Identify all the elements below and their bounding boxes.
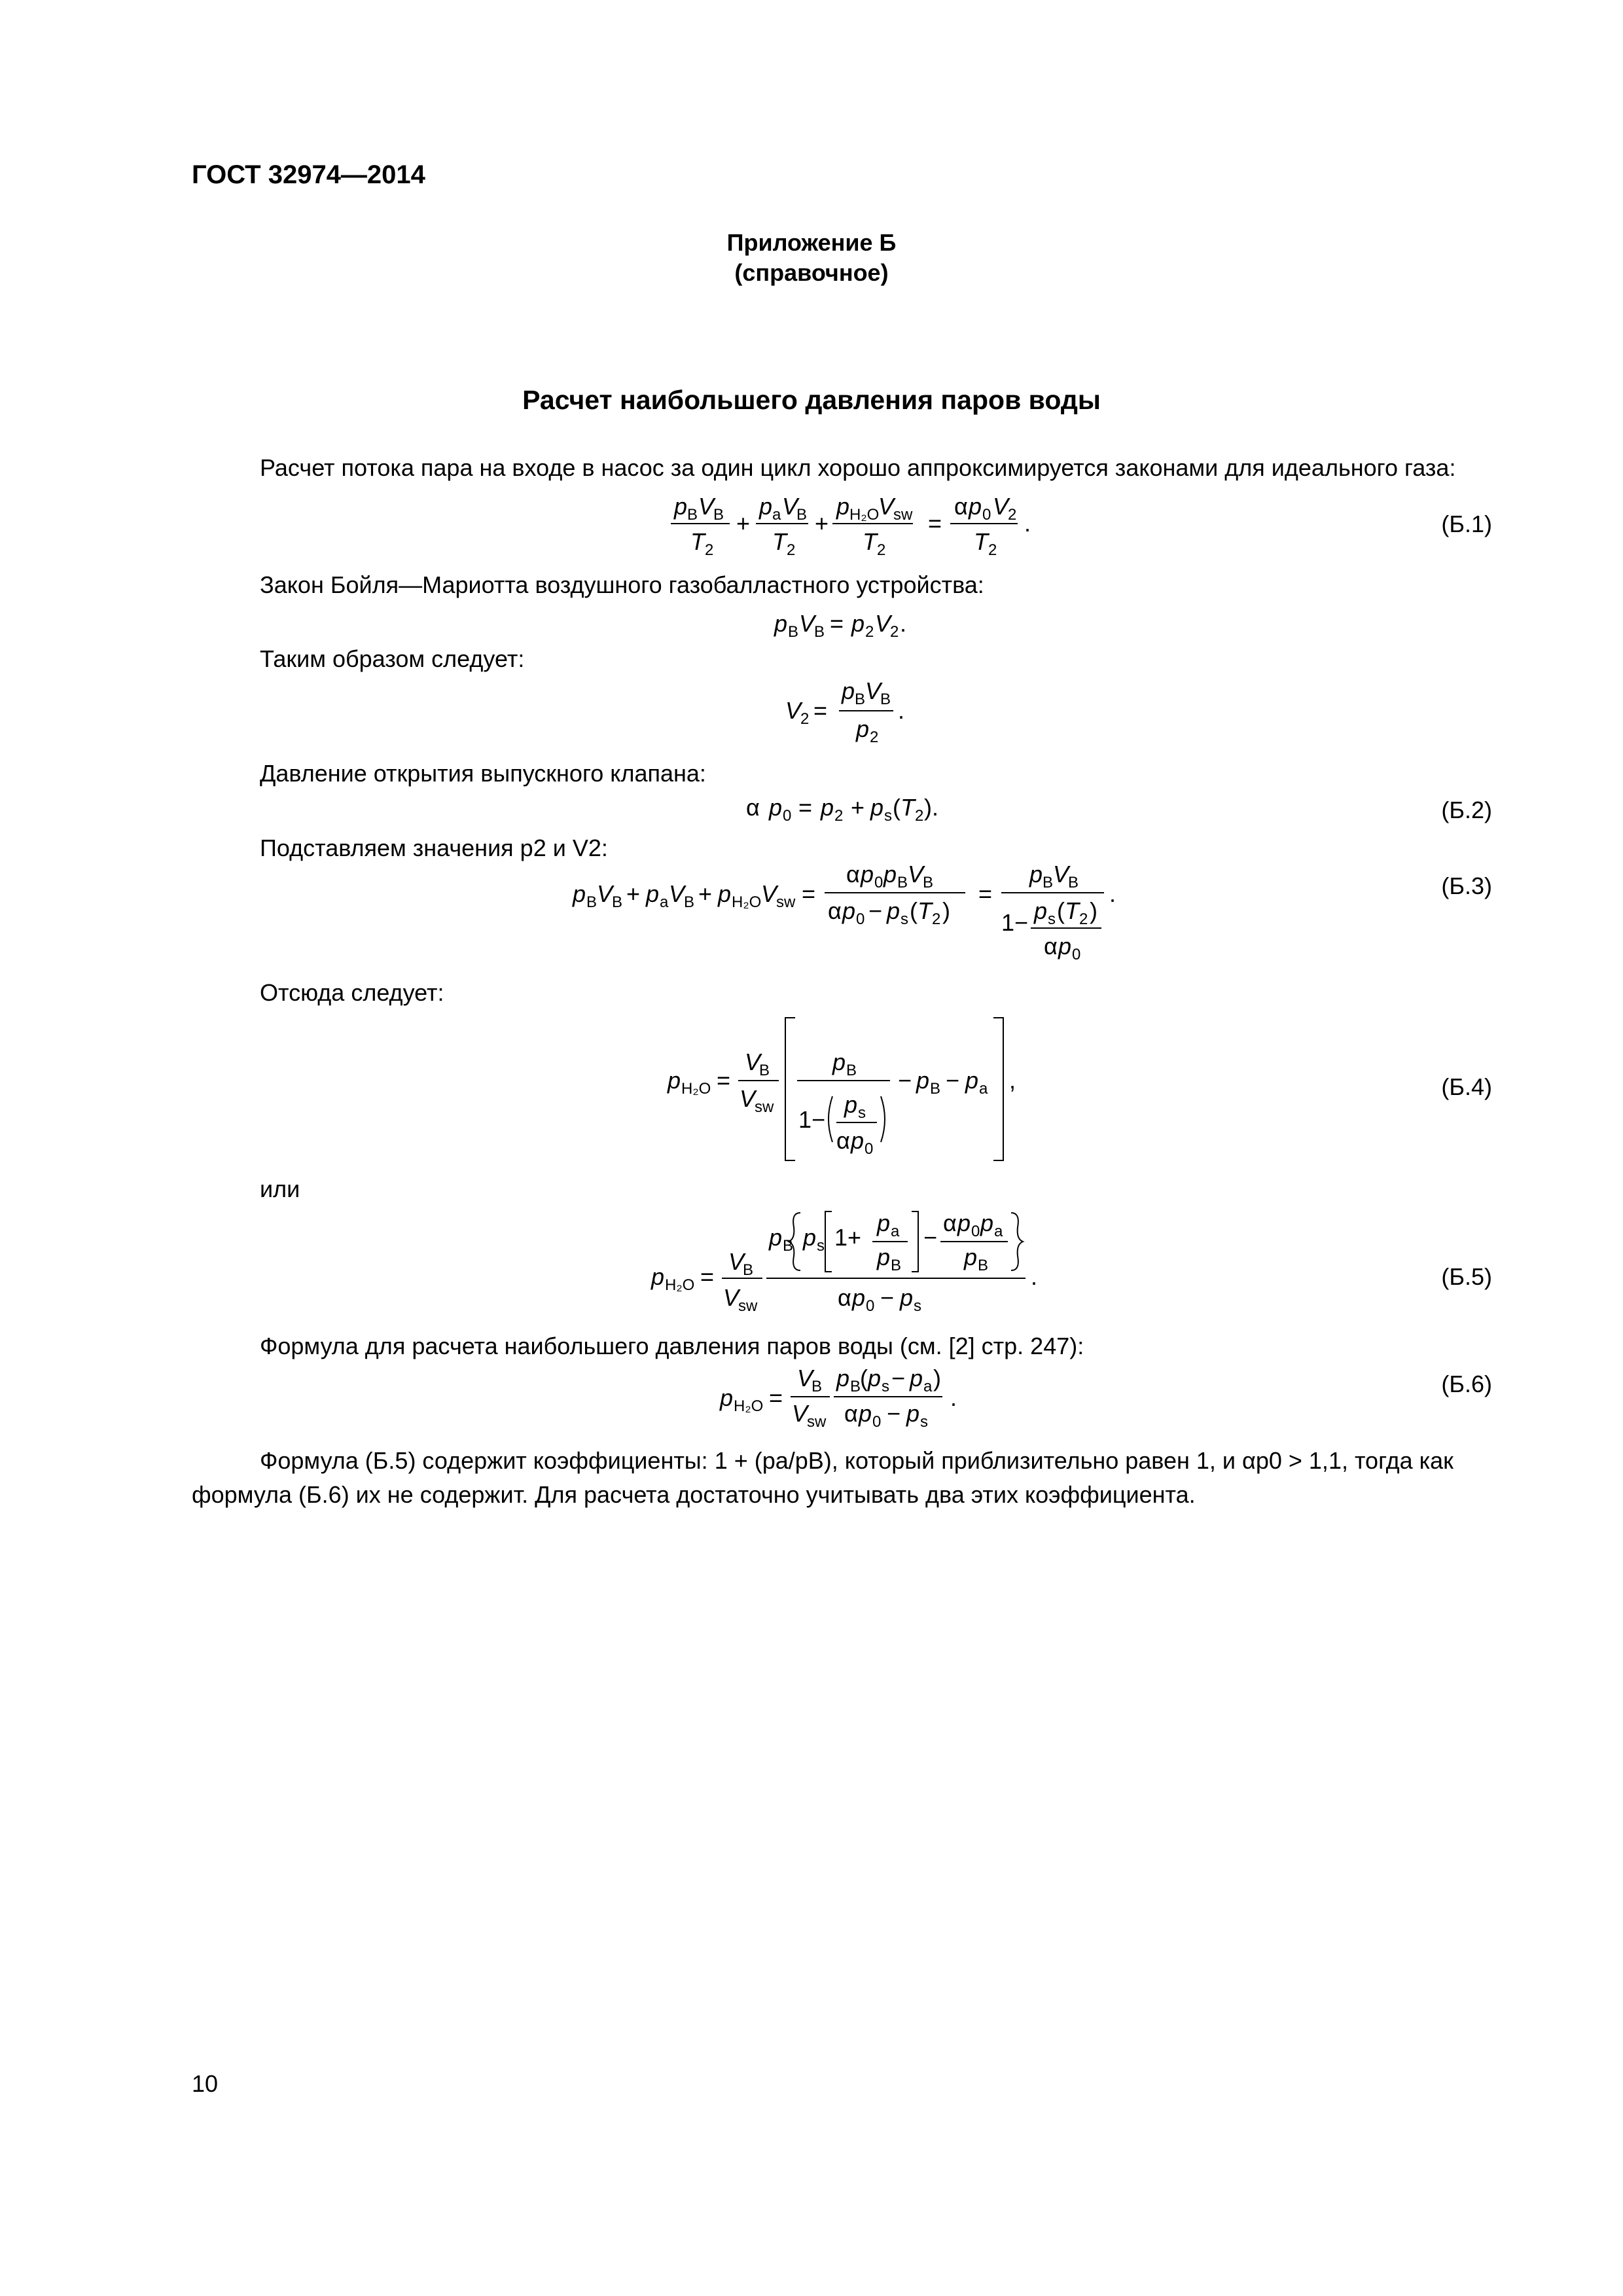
svg-text:B: B	[812, 1378, 823, 1395]
svg-text:s: s	[884, 807, 892, 825]
svg-text:2: 2	[705, 541, 714, 559]
svg-text:0: 0	[866, 1297, 875, 1315]
svg-text:2: 2	[988, 541, 997, 559]
svg-text:p: p	[821, 794, 834, 821]
svg-text:T: T	[974, 528, 988, 555]
svg-text:p: p	[769, 794, 783, 821]
svg-text:p: p	[906, 1400, 920, 1427]
svg-text:2: 2	[800, 710, 810, 728]
svg-text:−: −	[868, 897, 883, 924]
boyle-paragraph: Закон Бойля—Мариотта воздушного газобалластного устройства:	[260, 571, 984, 598]
equation-b5	[651, 1208, 1057, 1331]
svg-text:s: s	[817, 1237, 825, 1255]
svg-text:p: p	[859, 1400, 872, 1427]
svg-text:B: B	[759, 1062, 770, 1079]
svg-text:−: −	[880, 1284, 895, 1311]
closing-paragraph: Формула (Б.5) содержит коэффициенты: 1 + (pa/pB), который приблизительно равен 1, и αp0 > 1,1, тогда как формула (Б.6) их не содержит. Для расчета достаточно учитывать два этих коэффициента.	[192, 1447, 1454, 1508]
svg-text:=: =	[798, 794, 813, 821]
svg-text:T: T	[772, 528, 787, 555]
svg-text:0: 0	[874, 874, 883, 891]
svg-text:p: p	[870, 794, 884, 821]
svg-text:p: p	[877, 1244, 891, 1270]
valve-paragraph: Давление открытия выпускного клапана:	[260, 760, 706, 787]
svg-text:=: =	[700, 1263, 715, 1290]
equation-number-b6: (Б.6)	[1441, 1371, 1492, 1397]
hence-paragraph: Отсюда следует:	[260, 979, 444, 1006]
svg-text:(: (	[910, 897, 918, 924]
svg-text:p: p	[969, 493, 982, 520]
svg-text:V: V	[908, 861, 924, 888]
svg-text:p: p	[651, 1263, 665, 1290]
svg-text:α: α	[828, 897, 842, 924]
svg-text:p: p	[842, 677, 855, 704]
svg-text:V: V	[875, 610, 891, 637]
svg-text:(: (	[893, 794, 901, 821]
svg-text:−: −	[898, 1067, 912, 1094]
page-number: 10	[192, 2070, 219, 2097]
svg-text:=: =	[717, 1067, 731, 1094]
svg-text:T: T	[690, 528, 705, 555]
svg-text:=: =	[802, 880, 816, 907]
svg-text:p: p	[910, 1365, 923, 1391]
svg-text:+: +	[626, 880, 641, 907]
svg-text:V: V	[597, 880, 613, 907]
svg-text:B: B	[978, 1257, 989, 1274]
or-paragraph: или	[260, 1175, 300, 1202]
formula-intro-paragraph: Формула для расчета наибольшего давления паров воды (см. [2] стр. 247):	[260, 1333, 1084, 1359]
svg-text:−: −	[891, 1365, 906, 1391]
svg-text:B: B	[586, 893, 597, 911]
svg-text:0: 0	[872, 1413, 882, 1431]
svg-text:p: p	[980, 1210, 994, 1236]
svg-text:B: B	[713, 506, 724, 524]
svg-text:p: p	[1029, 861, 1043, 888]
svg-text:s: s	[920, 1413, 928, 1431]
svg-text:α: α	[844, 1400, 858, 1427]
svg-text:B: B	[846, 1062, 857, 1079]
svg-text:p: p	[836, 493, 850, 520]
equation-boyle	[774, 605, 931, 651]
annex-title: Приложение Б	[726, 229, 897, 256]
svg-text:p: p	[916, 1067, 930, 1094]
svg-text:p: p	[1058, 933, 1072, 960]
svg-text:p: p	[774, 610, 788, 637]
svg-text:V: V	[799, 610, 815, 637]
svg-text:p: p	[964, 1244, 978, 1270]
svg-text:sw: sw	[738, 1297, 758, 1315]
svg-text:α: α	[1044, 933, 1058, 960]
svg-text:B: B	[897, 874, 908, 891]
equation-b4	[668, 1011, 1034, 1174]
svg-text:a: a	[660, 893, 669, 911]
equation-number-b4: (Б.4)	[1441, 1073, 1492, 1100]
svg-text:2: 2	[865, 623, 874, 641]
svg-text:p: p	[759, 493, 773, 520]
document-header: ГОСТ 32974—2014	[192, 160, 425, 189]
svg-text:sw: sw	[755, 1098, 774, 1116]
svg-text:B: B	[891, 1257, 902, 1274]
svg-text:.: .	[950, 1384, 957, 1411]
svg-text:α: α	[838, 1284, 851, 1311]
svg-text:p: p	[668, 1067, 681, 1094]
svg-text:2: 2	[1008, 506, 1017, 524]
svg-text:2: 2	[890, 623, 899, 641]
svg-text:T: T	[863, 528, 877, 555]
intro-paragraph: Расчет потока пара на входе в насос за один цикл хорошо аппроксимируется законами для идеального газа:	[260, 454, 1456, 481]
svg-text:p: p	[1034, 897, 1048, 924]
svg-text:s: s	[882, 1378, 889, 1395]
svg-text:α: α	[746, 794, 760, 821]
svg-text:1−: 1−	[1001, 909, 1029, 936]
svg-text:B: B	[612, 893, 623, 911]
svg-text:p: p	[718, 880, 732, 907]
svg-text:V: V	[1053, 861, 1069, 888]
svg-text:sw: sw	[807, 1413, 827, 1431]
annex-type: (справочное)	[734, 259, 889, 286]
svg-text:p: p	[851, 1127, 865, 1154]
svg-text:): )	[942, 897, 950, 924]
svg-text:0: 0	[783, 807, 792, 825]
svg-text:0: 0	[865, 1140, 874, 1158]
svg-text:B: B	[743, 1261, 754, 1279]
svg-text:V: V	[698, 493, 715, 520]
svg-text:).: ).	[924, 794, 938, 821]
svg-text:1+: 1+	[834, 1224, 862, 1251]
equation-number-b1: (Б.1)	[1441, 511, 1492, 537]
svg-text:p: p	[844, 1091, 858, 1118]
equation-b6	[720, 1361, 995, 1439]
svg-text:2: 2	[915, 807, 924, 825]
svg-text:p: p	[836, 1365, 850, 1391]
svg-text:B: B	[796, 506, 808, 524]
svg-text:V: V	[993, 493, 1009, 520]
svg-text:+: +	[736, 510, 751, 537]
svg-text:s: s	[914, 1297, 921, 1315]
svg-text:B: B	[855, 691, 866, 708]
svg-text:p: p	[646, 880, 660, 907]
svg-text:p: p	[868, 1365, 882, 1391]
svg-text:.: .	[1109, 880, 1116, 907]
svg-text:V: V	[723, 1284, 740, 1311]
svg-text:+: +	[851, 794, 865, 821]
svg-text:): )	[1090, 897, 1097, 924]
svg-text:,: ,	[1009, 1067, 1016, 1094]
svg-text:H₂O: H₂O	[734, 1397, 764, 1415]
svg-text:V: V	[797, 1365, 813, 1391]
svg-text:T: T	[1065, 897, 1079, 924]
svg-text:B: B	[850, 1378, 861, 1395]
equation-number-b2: (Б.2)	[1441, 797, 1492, 823]
svg-text:−: −	[923, 1224, 938, 1251]
svg-text:p: p	[674, 493, 688, 520]
svg-text:α: α	[836, 1127, 850, 1154]
svg-text:H₂O: H₂O	[849, 506, 880, 524]
svg-text:V: V	[878, 493, 895, 520]
svg-text:T: T	[901, 794, 915, 821]
svg-text:=: =	[978, 880, 993, 907]
svg-text:B: B	[687, 506, 698, 524]
svg-text:2: 2	[787, 541, 796, 559]
svg-text:.: .	[900, 610, 907, 637]
svg-text:V: V	[669, 880, 685, 907]
svg-text:V: V	[761, 880, 777, 907]
svg-text:p: p	[883, 861, 897, 888]
svg-text:a: a	[891, 1223, 900, 1240]
svg-text:a: a	[979, 1080, 988, 1098]
svg-text:p: p	[842, 897, 856, 924]
substitute-paragraph	[260, 834, 608, 863]
svg-text:B: B	[880, 691, 891, 708]
svg-text:V: V	[745, 1049, 761, 1075]
svg-text:0: 0	[971, 1223, 980, 1240]
svg-text:B: B	[814, 623, 825, 641]
svg-text:.: .	[1024, 510, 1031, 537]
svg-text:B: B	[684, 893, 695, 911]
equation-b3	[573, 857, 1135, 975]
svg-text:=: =	[769, 1384, 783, 1411]
svg-text:α: α	[943, 1210, 957, 1236]
svg-text:.: .	[1031, 1263, 1038, 1290]
svg-text:2: 2	[834, 807, 844, 825]
svg-text:p: p	[832, 1049, 846, 1075]
svg-text:T: T	[918, 897, 932, 924]
svg-text:V: V	[728, 1248, 745, 1275]
svg-text:0: 0	[982, 506, 991, 524]
svg-text:p: p	[856, 715, 870, 742]
svg-text:B: B	[783, 1237, 794, 1255]
svg-text:2: 2	[932, 910, 941, 928]
substitute-text: Подставляем значения p2 и V2:	[260, 834, 608, 861]
svg-text:H₂O: H₂O	[732, 893, 762, 911]
svg-text:B: B	[1043, 874, 1054, 891]
svg-text:V: V	[782, 493, 798, 520]
svg-text:): )	[933, 1365, 941, 1391]
svg-text:p: p	[957, 1210, 971, 1236]
section-heading: Расчет наибольшего давления паров воды	[522, 385, 1101, 415]
svg-text:B: B	[788, 623, 799, 641]
svg-text:.: .	[898, 697, 905, 724]
svg-text:=: =	[928, 510, 942, 537]
svg-text:2: 2	[1079, 910, 1088, 928]
svg-text:p: p	[861, 861, 874, 888]
equation-number-b5: (Б.5)	[1441, 1263, 1492, 1290]
svg-text:(: (	[1057, 897, 1065, 924]
equation-v2	[785, 674, 916, 752]
svg-text:0: 0	[856, 910, 865, 928]
svg-text:p: p	[852, 1284, 866, 1311]
svg-text:+: +	[698, 880, 713, 907]
svg-text:1−: 1−	[798, 1106, 826, 1133]
svg-text:−: −	[946, 1067, 960, 1094]
svg-text:a: a	[772, 506, 781, 524]
svg-text:p: p	[900, 1284, 914, 1311]
svg-text:p: p	[887, 897, 901, 924]
svg-text:a: a	[994, 1223, 1003, 1240]
svg-text:p: p	[965, 1067, 979, 1094]
svg-text:2: 2	[877, 541, 886, 559]
svg-text:=: =	[830, 610, 844, 637]
svg-text:p: p	[769, 1224, 783, 1251]
thus-paragraph: Таким образом следует:	[260, 645, 525, 672]
svg-text:(: (	[860, 1365, 868, 1391]
svg-text:+: +	[815, 510, 829, 537]
svg-text:s: s	[1048, 910, 1056, 928]
equation-b1	[668, 490, 1034, 567]
svg-text:V: V	[865, 677, 882, 704]
svg-text:B: B	[923, 874, 934, 891]
svg-text:s: s	[901, 910, 908, 928]
svg-text:α: α	[846, 861, 860, 888]
svg-text:=: =	[813, 697, 828, 724]
svg-text:B: B	[1068, 874, 1079, 891]
svg-text:H₂O: H₂O	[681, 1080, 711, 1098]
equation-b2	[746, 789, 955, 834]
svg-text:p: p	[877, 1210, 891, 1236]
svg-text:−: −	[887, 1400, 901, 1427]
svg-text:α: α	[954, 493, 968, 520]
svg-text:V: V	[792, 1400, 808, 1427]
svg-text:V: V	[740, 1085, 756, 1112]
svg-text:p: p	[573, 880, 586, 907]
svg-text:0: 0	[1072, 946, 1081, 963]
svg-text:a: a	[923, 1378, 933, 1395]
svg-text:sw: sw	[776, 893, 796, 911]
svg-text:H₂O: H₂O	[665, 1276, 695, 1294]
svg-text:p: p	[803, 1224, 817, 1251]
equation-number-b3: (Б.3)	[1441, 872, 1492, 899]
svg-text:sw: sw	[893, 506, 913, 524]
svg-text:V: V	[785, 697, 802, 724]
svg-text:p: p	[720, 1384, 734, 1411]
svg-text:s: s	[858, 1104, 866, 1122]
svg-text:p: p	[851, 610, 865, 637]
svg-text:2: 2	[870, 728, 879, 746]
svg-text:B: B	[930, 1080, 941, 1098]
